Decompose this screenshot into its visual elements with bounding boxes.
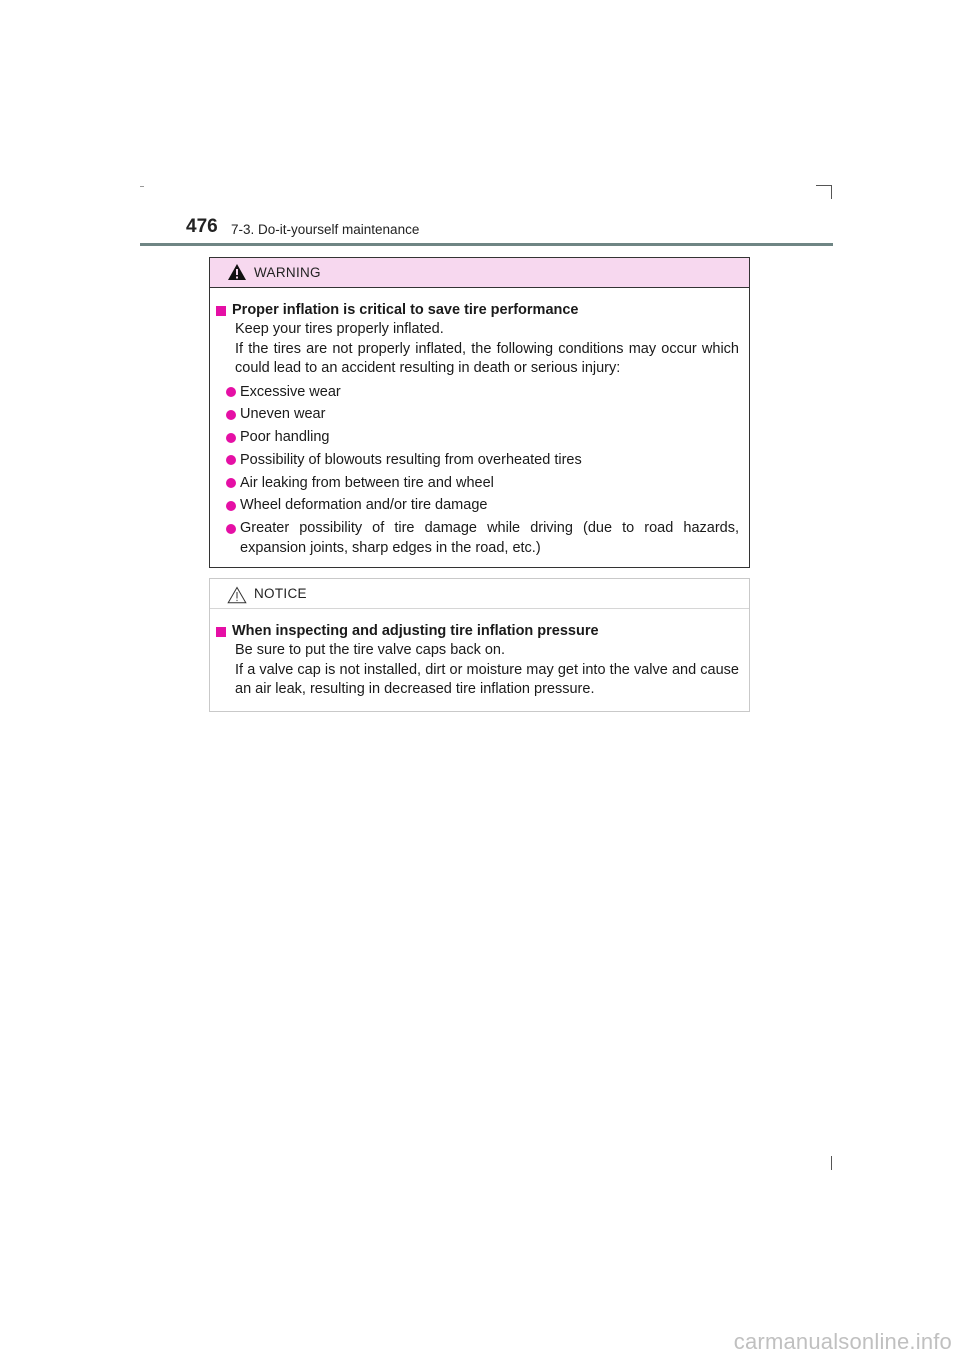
circle-bullet-icon [226,478,236,488]
list-item [226,496,739,516]
warning-triangle-icon [227,263,247,281]
warning-title: WARNING [254,265,321,280]
notice-line: If a valve cap is not installed, dirt or moisture may get into the valve and cause an air leak, resulting in decreased tire inflation pressure. [235,661,739,697]
circle-bullet-icon [226,455,236,465]
page-number: 476 [186,216,218,237]
notice-body [210,609,749,700]
circle-bullet-icon [226,433,236,443]
warning-intro-line: If the tires are not properly inflated, the following conditions may occur which could lead to an accident resulting in death or serious injury: [235,340,739,376]
crop-mark-bottom-right-v [831,1156,832,1170]
warning-body [210,288,749,558]
list-item [226,519,739,558]
list-item [226,428,739,448]
caution-triangle-icon [227,586,247,604]
circle-bullet-icon [226,524,236,534]
list-item [226,474,739,494]
warning-heading-text: Proper inflation is critical to save tire performance [232,302,579,318]
list-item [226,451,739,471]
list-item-text: Uneven wear [240,406,326,423]
warning-header [210,258,749,288]
warning-list [216,383,739,559]
section-title: 7-3. Do-it-yourself maintenance [231,222,420,237]
notice-line: Be sure to put the tire valve caps back on. [235,642,506,658]
notice-title: NOTICE [254,586,307,601]
list-item-text: Possibility of blowouts resulting from overheated tires [240,451,582,468]
circle-bullet-icon [226,410,236,420]
warning-box [209,257,750,568]
list-item-text: Poor handling [240,429,330,446]
notice-box [209,578,750,712]
list-item-text: Excessive wear [240,383,341,400]
list-item-text: Greater possibility of tire damage while driving (due to road hazards, expansion joints, sharp edges in the road, etc.) [240,520,739,556]
circle-bullet-icon [226,501,236,511]
header-rule [140,243,833,246]
notice-heading-text: When inspecting and adjusting tire inflation pressure [232,623,599,639]
circle-bullet-icon [226,387,236,397]
crop-mark-top-left [140,186,144,187]
crop-mark-top-right-h [816,185,832,186]
notice-header [210,579,749,609]
warning-intro-line: Keep your tires properly inflated. [235,321,444,337]
list-item [226,383,739,403]
notice-heading [216,622,739,641]
warning-heading [216,301,739,320]
watermark: carmanualsonline.info [733,1329,952,1354]
crop-mark-top-right-v [831,185,832,199]
list-item [226,405,739,425]
square-bullet-icon [216,627,226,637]
list-item-text: Wheel deformation and/or tire damage [240,497,488,514]
list-item-text: Air leaking from between tire and wheel [240,474,494,491]
square-bullet-icon [216,306,226,316]
